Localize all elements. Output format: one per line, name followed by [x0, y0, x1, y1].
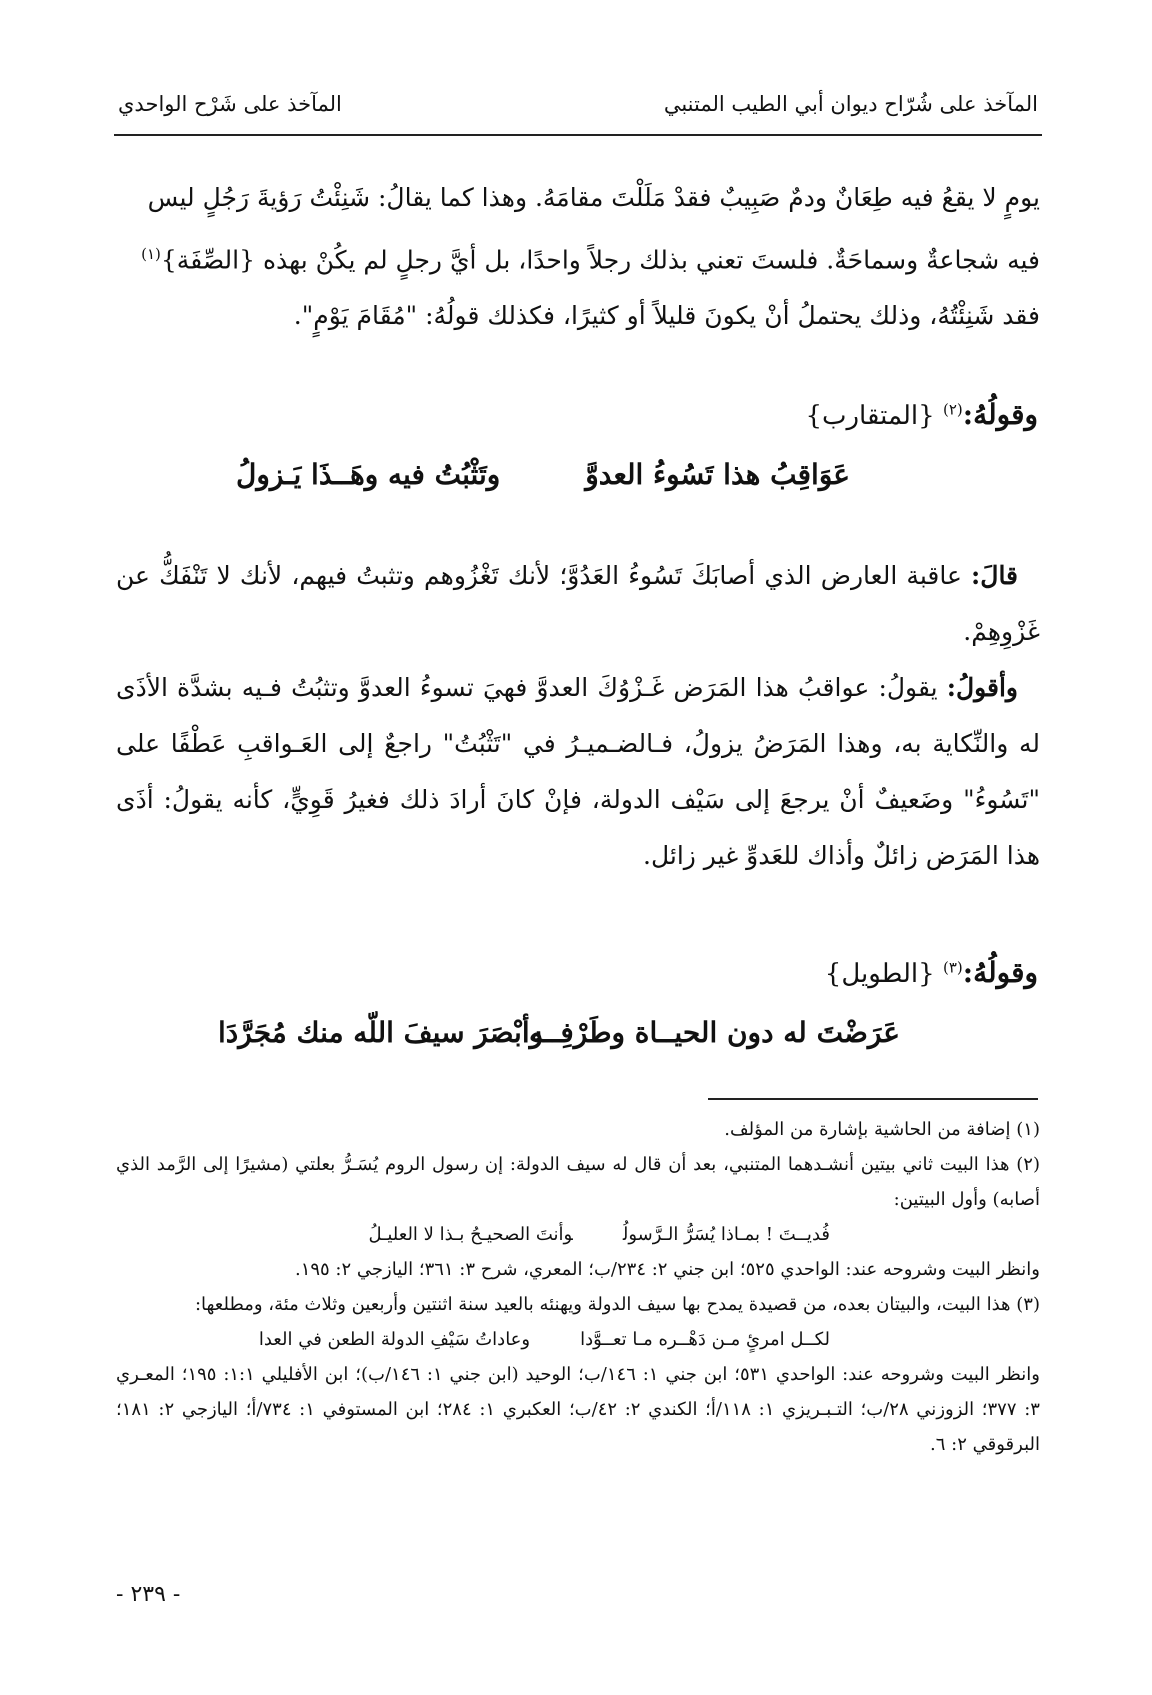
qala-label: قالَ: — [971, 561, 1019, 590]
header-book-title: المآخذ على شُرّاح ديوان أبي الطيب المتنبي — [663, 92, 1038, 116]
aqul-text: يقولُ: عواقبُ هذا المَرَض غَـزْوُكَ العدوَّ فهيَ تسوءُ العدوَّ وتثبُتُ فـيه بشدَّة الأذَى له والنِّكاية به، وهذا المَرَضُ يزولُ، فـالضـميـرُ في "تَثْبُتُ" راجعٌ إلى العَـواقبِ عَطْفًا على "تَسُوءُ" وضَعيفٌ أنْ يرجعَ إلى سَيْف الدولة، فإنْ كانَ أرادَ ذلك فغيرُ قَوِيٍّ، كأنه يقولُ: أذَى هذا المَرَض زائلٌ وأذاك للعَدوِّ غير زائل. — [116, 673, 1040, 870]
poem-1-intro — [805, 398, 1038, 431]
footnote-2-verse — [116, 1217, 1040, 1252]
qala-text: عاقبة العارض الذي أصابَكَ تَسُوءُ العَدُوَّ؛ لأنك تَغْزُوهم وتثبتُ فيهم، لأنك لا تَنْفَكُّ عن غَزْوِهِمْ. — [116, 561, 1040, 646]
footnote-2-intro: (٢) هذا البيت ثاني بيتين أنشـدهما المتنبي، بعد أن قال له سيف الدولة: إن رسول الروم يُسَـرُّ بعلتي (مشيرًا إلى الرَّمد الذي أصابه) وأول البيتين: — [116, 1154, 1040, 1210]
footnote-3-verse — [116, 1322, 1040, 1357]
aqul-label: وأقولُ: — [946, 673, 1018, 702]
intro-line-3: فقد شَنِئْتُهُ، وذلك يحتملُ أنْ يكونَ قليلاً أو كثيرًا، فكذلك قولُهُ: "مُقَامَ يَوْمٍ". — [293, 301, 1040, 331]
running-header — [118, 92, 1038, 132]
footnote-ref-1: (١) — [141, 245, 161, 263]
footnote-1: (١) إضافة من الحاشية بإشارة من المؤلف. — [724, 1119, 1040, 1140]
footnotes — [116, 1112, 1040, 1462]
poem-1-meter: {المتقارب} — [805, 401, 935, 431]
footnote-2-verse-left: وأنتَ الصحيـحُ بـذا لا العليـلُ — [368, 1224, 573, 1245]
footnote-2-verse-right: فُديــتَ ! بمـاذا يُسَرُّ الـرَّسولُ — [622, 1224, 830, 1245]
intro-line-2-text: فيه شجاعةٌ وسماحَةٌ. فلستَ تعني بذلك رجلاً واحدًا، بل أيَّ رجلٍ لم يكُنْ بهذه {الصِّفَة} — [160, 245, 1040, 275]
footnote-3-intro: (٣) هذا البيت، والبيتان بعده، من قصيدة يمدح بها سيف الدولة ويهنئه بالعيد سنة اثنتين وأربعين وثلاث مئة، ومطلعها: — [194, 1294, 1040, 1315]
poem-1-label: وقولُهُ: — [962, 398, 1038, 431]
qala-paragraph — [116, 548, 1040, 660]
footnote-2-sources: وانظر البيت وشروحه عند: الواحدي ٥٢٥؛ ابن جني ٢: ٢٣٤/ب؛ المعري، شرح ٣: ٣٦١؛ اليازجي ٢: ١٩٥. — [294, 1259, 1040, 1280]
poem-2-hemistich-left: وأبْصَرَ سيفَ اللّه منك مُجَرَّدَا — [218, 1016, 544, 1049]
footnote-rule — [708, 1098, 1038, 1100]
footnote-ref-3: (٣) — [942, 958, 963, 977]
commentary-1 — [116, 548, 1040, 884]
header-chapter-title: المآخذ على شَرْح الواحدي — [118, 92, 342, 116]
poem-2-meter: {الطويل} — [824, 959, 935, 989]
header-rule — [114, 134, 1042, 136]
footnote-3-verse-right: لكــل امرئٍ مـن دَهْــره مـا تعــوَّدا — [580, 1329, 830, 1350]
poem-1-hemistich-left: وتَثْبُتُ فيه وهَــذَا يَـزولُ — [236, 458, 501, 491]
footnote-3-sources: وانظر البيت وشروحه عند: الواحدي ٥٣١؛ ابن جني ١: ١٤٦/ب؛ الوحيد (ابن جني ١: ١٤٦/ب)؛ ابن الأفليلي ١:١: ١٩٥؛ المعـري ٣: ٣٧٧؛ الزوزني ٢٨/ب؛ التـبـريزي ١: ١١٨/أ؛ الكندي ٢: ٤٢/ب؛ العكبري ١: ٢٨٤؛ ابن المستوفي ١: ٧٣٤/أ؛ اليازجي ٢: ١٨١؛ البرقوقي ٢: ٦. — [116, 1364, 1041, 1455]
intro-line-1: يومٍ لا يقعُ فيه طِعَانٌ ودمٌ صَبِيبٌ فقدْ مَلَلْتَ مقامَهُ. وهذا كما يقالُ: شَنِئْتُ رَؤيةَ رَجُلٍ ليس — [147, 183, 1040, 212]
page-number: - ٢٣٩ - — [116, 1582, 181, 1607]
intro-line-2 — [116, 226, 1040, 288]
footnote-ref-2: (٢) — [942, 400, 963, 419]
poem-2-intro — [825, 956, 1038, 989]
aqul-paragraph — [116, 660, 1040, 884]
footnote-3-verse-left: وعاداتُ سَيْفِ الدولة الطعن في العدا — [258, 1329, 531, 1350]
poem-2-label: وقولُهُ: — [962, 956, 1038, 989]
intro-paragraph — [116, 170, 1040, 344]
poem-1-hemistich-right: عَوَاقِبُ هذا تَسُوءُ العدوَّ — [585, 458, 850, 491]
poem-2-hemistich-right: عَرَضْتَ له دون الحيــاة وطَرْفِــه — [528, 1016, 900, 1049]
